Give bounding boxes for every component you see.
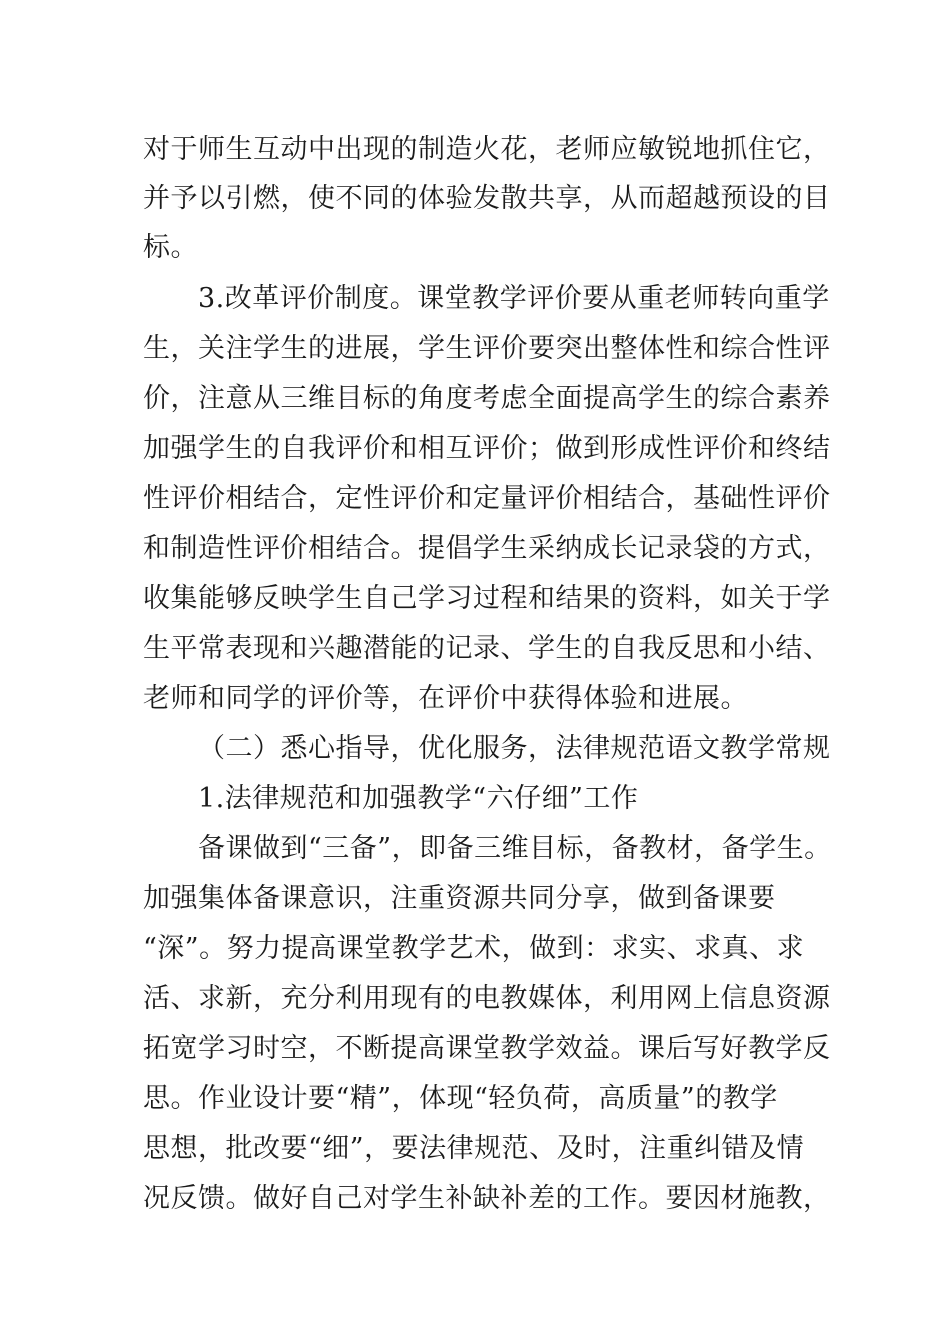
text-line-8: 性评价相结合，定性评价和定量评价相结合，基础性评价 (143, 483, 831, 514)
text-line-19: 拓宽学习时空，不断提高课堂教学效益。课后写好教学反 (143, 1033, 831, 1064)
subsection-heading: 1.法律规范和加强教学“六仔细”工作 (198, 783, 639, 814)
text-line-17: “深”。努力提高课堂教学艺术，做到：求实、求真、求 (143, 933, 805, 964)
text-line-7: 加强学生的自我评价和相互评价；做到形成性评价和终结 (143, 433, 831, 464)
text-line-10: 收集能够反映学生自己学习过程和结果的资料，如关于学 (143, 583, 831, 614)
text-line-1: 对于师生互动中出现的制造火花，老师应敏锐地抓住它， (143, 134, 831, 165)
section-heading: （二）悉心指导，优化服务，法律规范语文教学常规 (198, 733, 831, 764)
text-line-20: 思。作业设计要“精”，体现“轻负荷，高质量”的教学 (143, 1083, 778, 1114)
text-line-16: 加强集体备课意识，注重资源共同分享，做到备课要 (143, 883, 776, 914)
text-line-11: 生平常表现和兴趣潜能的记录、学生的自我反思和小结、 (143, 633, 831, 664)
text-line-4: 3.改革评价制度。课堂教学评价要从重老师转向重学 (198, 283, 830, 314)
text-line-2: 并予以引燃，使不同的体验发散共享，从而超越预设的目 (143, 183, 831, 214)
text-line-6: 价，注意从三维目标的角度考虑全面提高学生的综合素养 (143, 383, 831, 414)
text-line-18: 活、求新，充分利用现有的电教媒体，利用网上信息资源 (143, 983, 831, 1014)
text-line-15: 备课做到“三备”，即备三维目标，备教材，备学生。 (198, 833, 832, 864)
text-line-12: 老师和同学的评价等，在评价中获得体验和进展。 (143, 683, 748, 714)
text-line-9: 和制造性评价相结合。提倡学生采纳成长记录袋的方式， (143, 533, 831, 564)
text-line-5: 生，关注学生的进展，学生评价要突出整体性和综合性评 (143, 333, 831, 364)
text-line-22: 况反馈。做好自己对学生补缺补差的工作。要因材施教， (143, 1183, 831, 1214)
text-line-21: 思想，批改要“细”，要法律规范、及时，注重纠错及情 (143, 1133, 805, 1164)
text-line-3: 标。 (143, 232, 198, 263)
